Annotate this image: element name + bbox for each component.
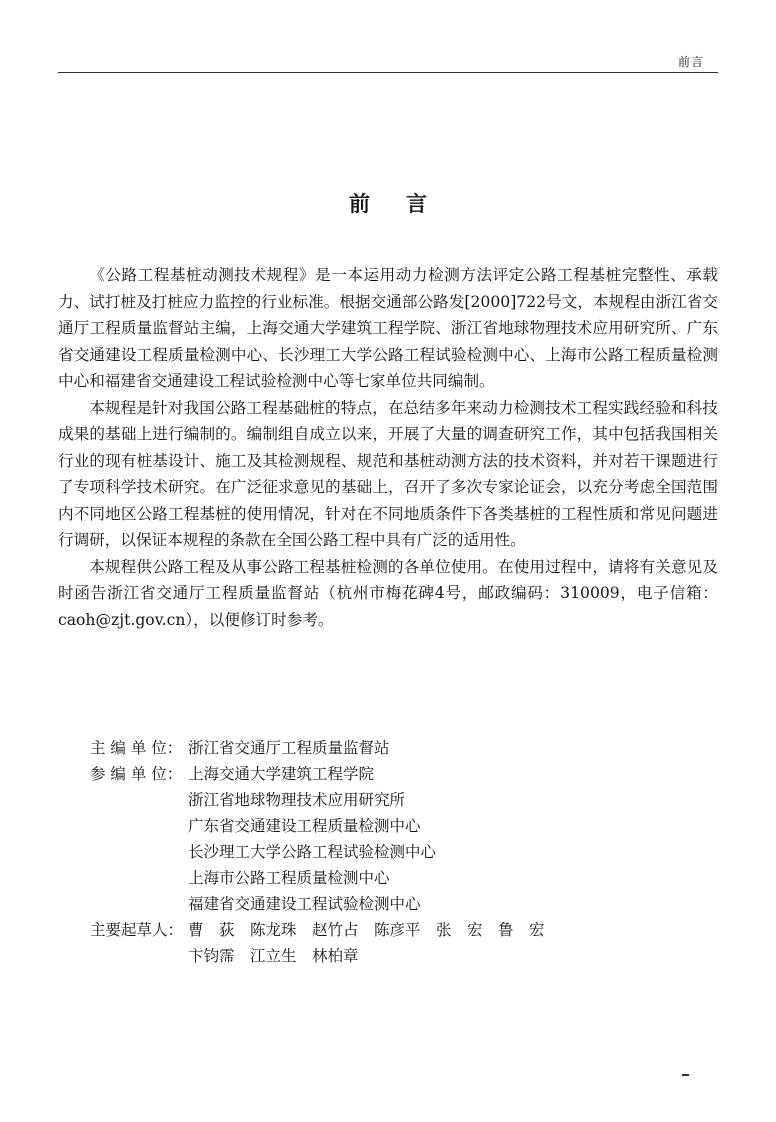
paragraph-3: 本规程供公路工程及从事公路工程基桩检测的各单位使用。在使用过程中，请将有关意见及时函告浙江省交通厅工程质量监督站（杭州市梅花碑4号，邮政编码：310009，电子信箱：caoh@zjt.gov.cn），以便修订时参考。 [58, 557, 718, 629]
drafters-label: 主要起草人： [90, 921, 184, 939]
chief-editor-values [188, 735, 650, 761]
chief-editor-row [90, 735, 650, 761]
preface-body [58, 262, 718, 633]
credits-block [90, 735, 650, 969]
co-editor-unit: 上海市公路工程质量检测中心 [188, 869, 390, 887]
page-title: 前言 [349, 191, 463, 216]
chief-editor-unit: 浙江省交通厅工程质量监督站 [188, 739, 390, 757]
co-editor-unit: 浙江省地球物理技术应用研究所 [188, 791, 406, 809]
paragraph-1: 《公路工程基桩动测技术规程》是一本运用动力检测方法评定公路工程基桩完整性、承载力、试打桩及打桩应力监控的行业标准。根据交通部公路发[2000]722号文，本规程由浙江省交通厅工程质量监督站主编，上海交通大学建筑工程学院、浙江省地球物理技术应用研究所、广东省交通建设工程质量检测中心、长沙理工大学公路工程试验检测中心、上海市公路工程质量检测中心和福建省交通建设工程试验检测中心等七家单位共同编制。 [58, 266, 718, 390]
co-editors-row [90, 761, 650, 917]
co-editors-values [188, 761, 650, 917]
co-editor-unit: 长沙理工大学公路工程试验检测中心 [188, 843, 437, 861]
running-header-text: 前言 [677, 55, 704, 69]
running-header [58, 48, 718, 73]
paragraph-2: 本规程是针对我国公路工程基础桩的特点，在总结多年来动力检测技术工程实践经验和科技成果的基础上进行编制的。编制组自成立以来，开展了大量的调查研究工作，其中包括我国相关行业的现有桩基设计、施工及其检测规程、规范和基桩动测方法的技术资料，并对若干课题进行了专项科学技术研究。在广泛征求意见的基础上，召开了多次专家论证会，以充分考虑全国范围内不同地区公路工程基桩的使用情况，针对在不同地质条件下各类基桩的工程性质和常见问题进行调研，以保证本规程的条款在全国公路工程中具有广泛的适用性。 [58, 398, 718, 549]
drafters-row [90, 917, 650, 969]
drafters-values [188, 917, 650, 969]
co-editors-label: 参 编 单 位： [90, 765, 183, 783]
drafters-line: 卞钧霈 江立生 林柏章 [188, 947, 359, 965]
co-editor-unit: 上海交通大学建筑工程学院 [188, 765, 375, 783]
co-editor-unit: 福建省交通建设工程试验检测中心 [188, 895, 421, 913]
drafters-line: 曹 荻 陈龙珠 赵竹占 陈彦平 张 宏 鲁 宏 [188, 921, 545, 939]
chief-editor-label: 主 编 单 位： [90, 739, 183, 757]
co-editor-unit: 广东省交通建设工程质量检测中心 [188, 817, 421, 835]
page-mark [682, 1074, 689, 1076]
